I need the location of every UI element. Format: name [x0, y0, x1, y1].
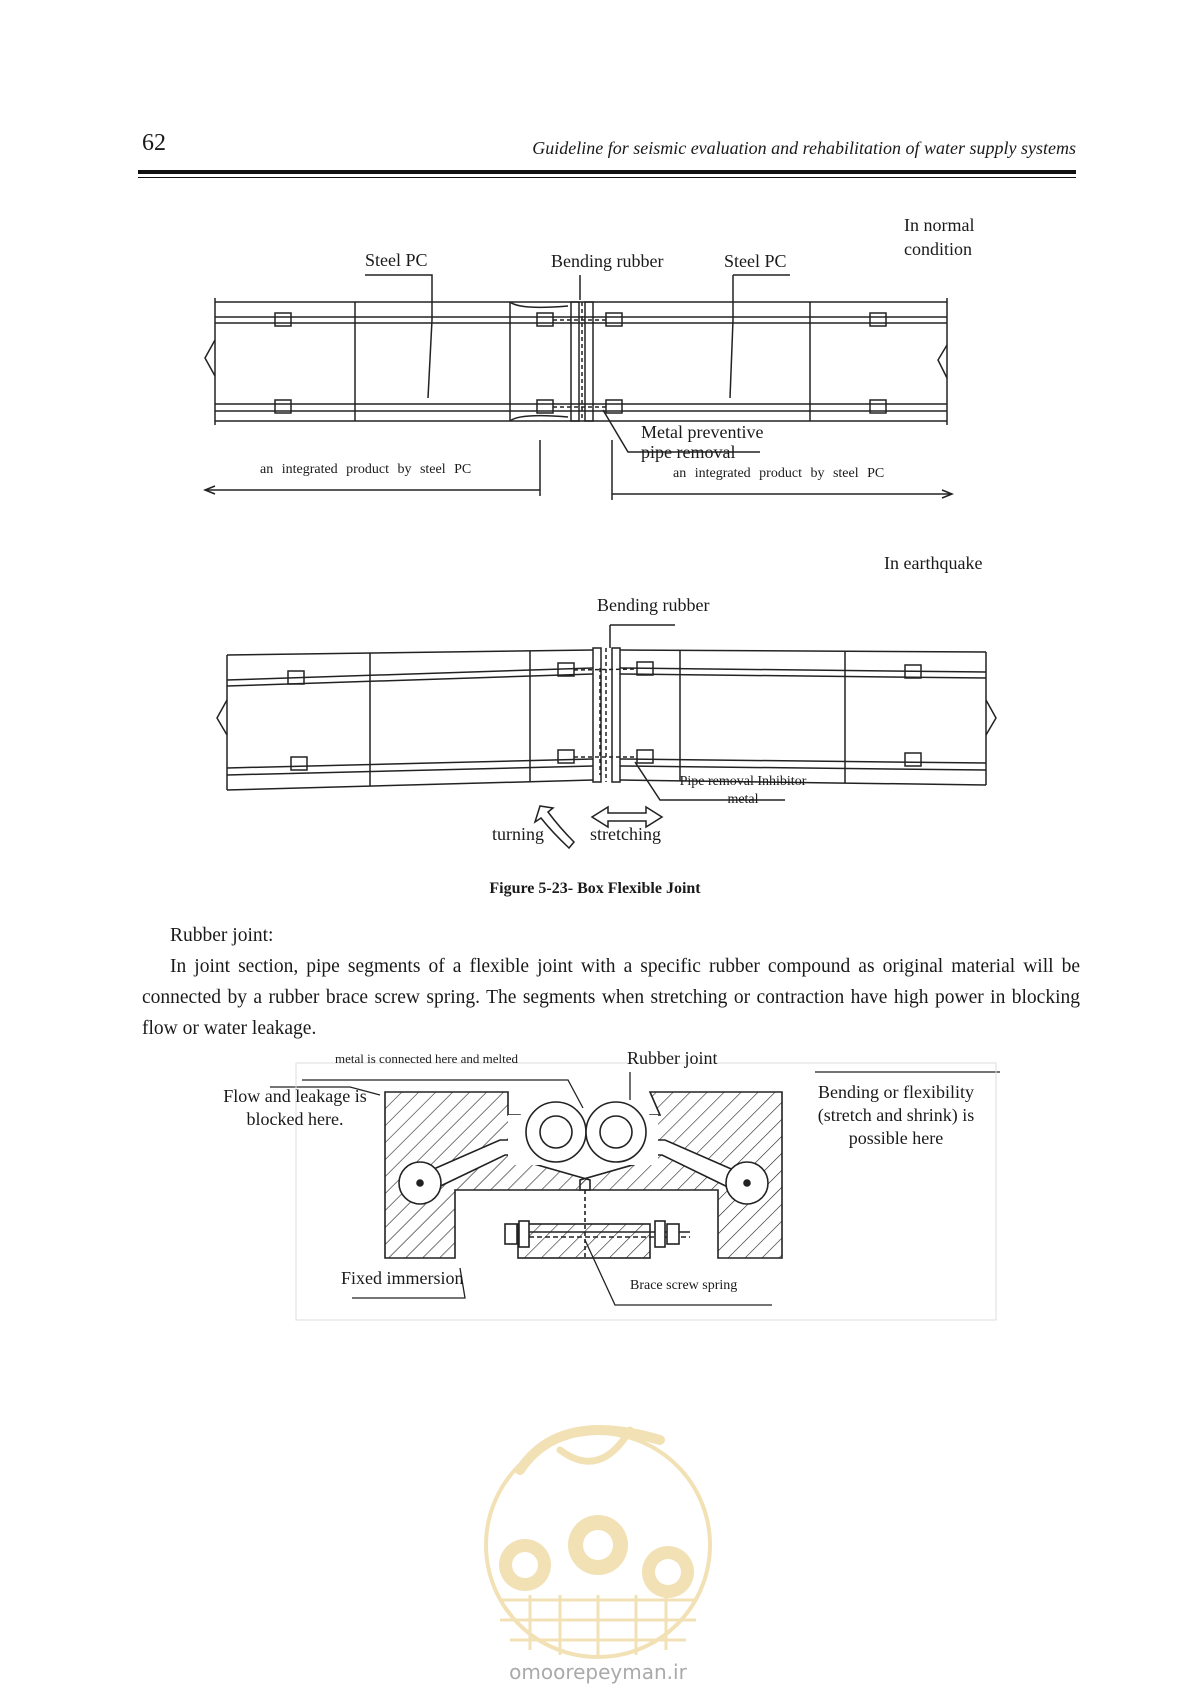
page-number: 62: [142, 130, 166, 156]
label-steel-pc-right: Steel PC: [724, 251, 787, 271]
condition-label-normal: In normal condition: [904, 215, 975, 259]
section-paragraph: In joint section, pipe segments of a flexible joint with a specific rubber compound as original material will be connected by a rubber brace screw spring. The segments when stretching or contraction have high power in blocking flow or water leakage.: [142, 956, 1080, 1039]
label-brace-screw-spring: Brace screw spring: [630, 1278, 738, 1293]
label-fixed-immersion: Fixed immersion: [341, 1268, 464, 1288]
label-steel-pc-left: Steel PC: [365, 250, 428, 270]
figure-caption: Figure 5-23- Box Flexible Joint: [489, 880, 701, 897]
label-stretching: stretching: [590, 824, 661, 844]
label-pipe-removal-inhibitor: Pipe removal Inhibitor metal: [679, 774, 807, 807]
label-integrated-right: an integrated product by steel PC: [673, 466, 885, 481]
label-metal-connected: metal is connected here and melted: [335, 1051, 519, 1066]
condition-label-earthquake: In earthquake: [884, 553, 983, 573]
running-title: Guideline for seismic evaluation and rehabilitation of water supply systems: [532, 138, 1076, 158]
watermark-site: omoorepeyman.ir: [509, 1660, 687, 1684]
label-bending-rubber-top: Bending rubber: [551, 251, 664, 271]
label-bending-rubber-bottom: Bending rubber: [597, 595, 710, 615]
label-flow-blocked: Flow and leakage is blocked here.: [223, 1086, 367, 1129]
label-metal-preventive: Metal preventive pipe removal: [641, 422, 764, 462]
label-integrated-left: an integrated product by steel PC: [260, 462, 472, 477]
label-turning: turning: [492, 824, 544, 844]
label-rubber-joint: Rubber joint: [627, 1048, 718, 1068]
label-bending-flexibility: Bending or flexibility (stretch and shrink) is possible here: [817, 1082, 975, 1148]
section-heading: Rubber joint:: [170, 925, 274, 946]
